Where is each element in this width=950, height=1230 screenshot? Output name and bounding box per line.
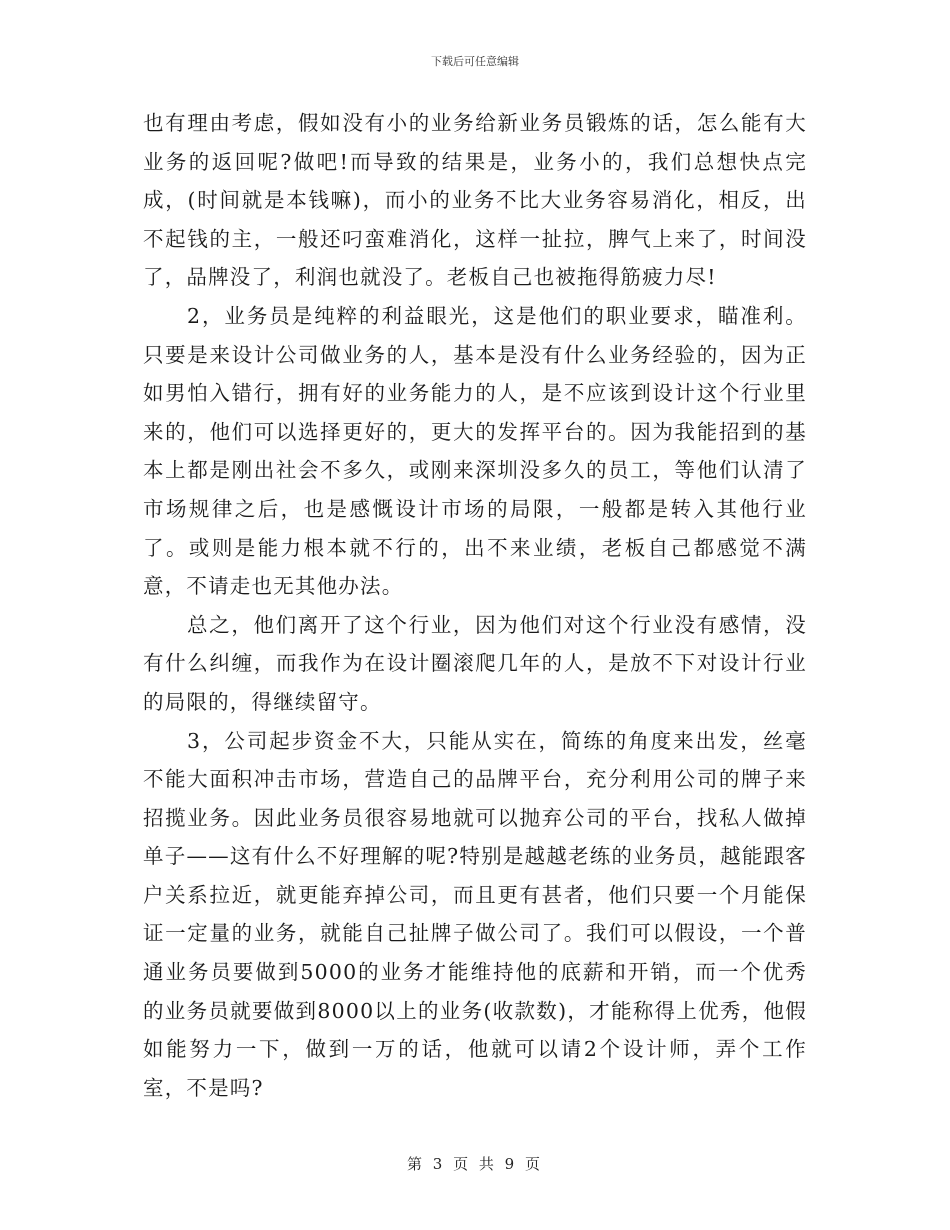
paragraph-4: 3，公司起步资金不大，只能从实在，简练的角度来出发，丝毫不能大面积冲击市场，营造自己的品牌平台，充分利用公司的牌子来招揽业务。因此业务员很容易地就可以抛弃公司的平台，找私人做掉单子——这有什么不好理解的呢?特别是越越老练的业务员，越能跟客户关系拉近，就更能弃掉公司，而且更有甚者，他们只要一个月能保证一定量的业务，就能自己扯牌子做公司了。我们可以假设，一个普通业务员要做到5000的业务才能维持他的底薪和开销，而一个优秀的业务员就要做到8000以上的业务(收款数)，才能称得上优秀，他假如能努力一下，做到一万的话，他就可以请2个设计师，弄个工作室，不是吗?: [143, 728, 807, 1100]
paragraph-3: 总之，他们离开了这个行业，因为他们对这个行业没有感情，没有什么纠缠，而我作为在设计圈滚爬几年的人，是放不下对设计行业的局限的，得继续留守。: [143, 612, 807, 714]
paragraph-2: 2，业务员是纯粹的利益眼光，这是他们的职业要求，瞄准利。只要是来设计公司做业务的人，基本是没有什么业务经验的，因为正如男怕入错行，拥有好的业务能力的人，是不应该到设计这个行业里来的，他们可以选择更好的，更大的发挥平台的。因为我能招到的基本上都是刚出社会不多久，或刚来深圳没多久的员工，等他们认清了市场规律之后，也是感慨设计市场的局限，一般都是转入其他行业了。或则是能力根本就不行的，出不来业绩，老板自己都感觉不满意，不请走也无其他办法。: [143, 303, 807, 599]
paragraph-1: 也有理由考虑，假如没有小的业务给新业务员锻炼的话，怎么能有大业务的返回呢?做吧!而导致的结果是，业务小的，我们总想快点完成，(时间就是本钱嘛)，而小的业务不比大业务容易消化，相反，出不起钱的主，一般还叼蛮难消化，这样一扯拉，脾气上来了，时间没了，品牌没了，利润也就没了。老板自己也被拖得筋疲力尽!: [143, 111, 807, 290]
body-text: [143, 104, 807, 1107]
page-header: 下载后可任意编辑: [431, 55, 519, 68]
page-footer: 第 3 页 共 9 页: [407, 1155, 543, 1173]
